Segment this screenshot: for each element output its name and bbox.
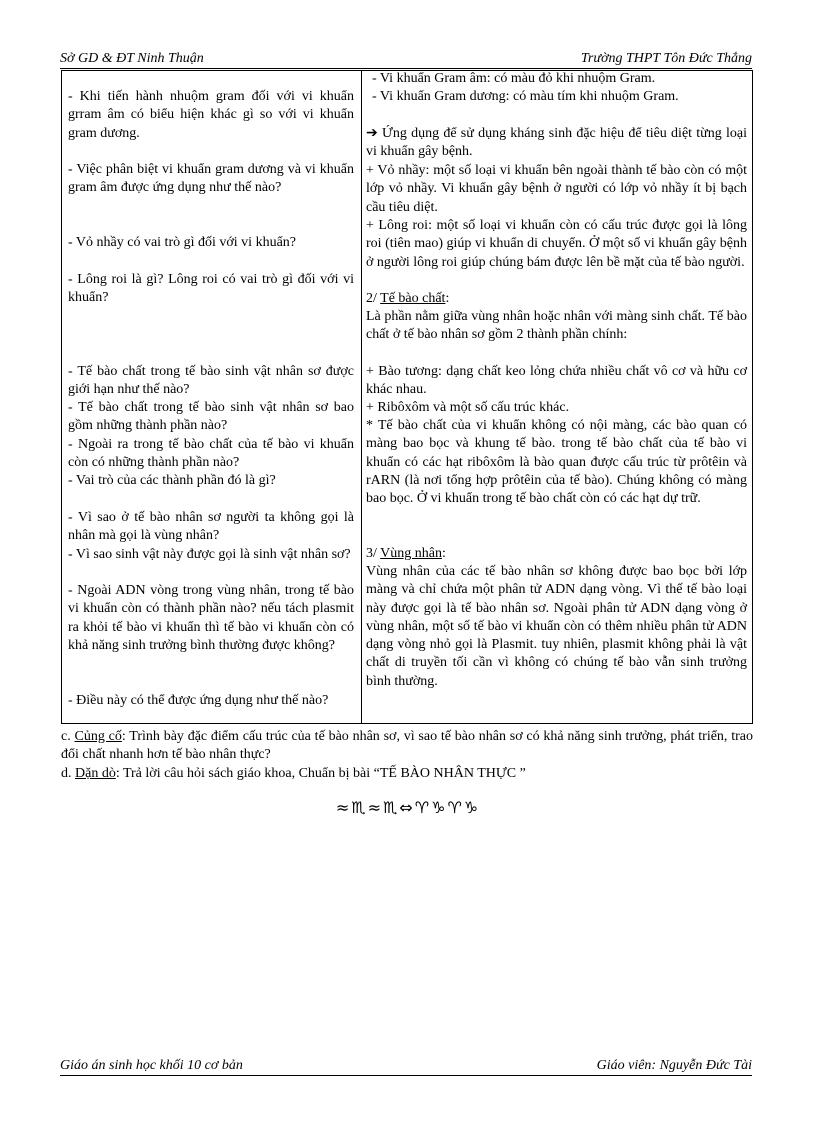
consolidation-text: : Trình bày đặc điểm cấu trúc của tế bào nhân sơ, vì sao tế bào nhân sơ có khả năng sinh trưởng, phát triển, trao đổi chất nhanh hơn tế bào nhân thực? (61, 729, 753, 763)
content-column (362, 71, 752, 723)
header-department: Sở GD & ĐT Ninh Thuận (60, 51, 204, 66)
question-capsule: - Vỏ nhầy có vai trò gì đối với vi khuẩn? (68, 235, 296, 250)
ribosome-text: + Ribôxôm và một số cấu trúc khác. (366, 400, 570, 415)
section-nucleoid-heading (366, 545, 747, 563)
section-title: Vùng nhân (380, 546, 442, 561)
footer-course: Giáo án sinh học khối 10 cơ bản (60, 1058, 243, 1073)
flagella-text: + Lông roi: một số loại vi khuẩn còn có cấu trúc được gọi là lông roi (tiên mao) giúp vi khuẩn di chuyển. Ở một số vi khuẩn gây bệnh ở người lông roi giúp chúng bám được lên bề mặt của tế bào người. (366, 218, 747, 270)
section-cytoplasm-heading (366, 290, 747, 308)
footer-teacher: Giáo viên: Nguyễn Đức Tài (596, 1058, 752, 1073)
homework-label: Dặn dò (75, 766, 116, 781)
homework-prefix: d. (61, 766, 75, 781)
question-other-parts: - Ngoài ra trong tế bào chất của tế bào vi khuẩn còn có những thành phần nào? (68, 437, 354, 471)
question-gram-stain: - Khi tiến hành nhuộm gram đối với vi khuẩn grram âm có biểu hiện khác gì so với vi khuẩn gram dương. (68, 89, 354, 141)
section-colon: : (445, 291, 450, 306)
question-cytoplasm-parts: - Tế bào chất trong tế bào sinh vật nhân sơ bao gồm những thành phần nào? (68, 400, 354, 434)
cytoplasm-definition: Là phần nằm giữa vùng nhân hoặc nhân với màng sinh chất. Tế bào chất ở tế bào nhân sơ gồm 2 thành phần chính: (366, 309, 747, 343)
application-text (366, 125, 747, 162)
page-footer (60, 1058, 752, 1076)
homework-paragraph (61, 765, 753, 783)
question-prokaryote: - Vì sao sinh vật này được gọi là sinh vật nhân sơ? (68, 547, 351, 562)
decorative-ornament: ≈♏≈♏⇔♈♑♈♑ (335, 798, 481, 817)
page-header (60, 51, 752, 69)
gram-negative-text: - Vi khuẩn Gram âm: có màu đỏ khi nhuộm Gram. (372, 71, 656, 86)
cytoplasm-note: * Tế bào chất của vi khuẩn không có nội màng, các bào quan có màng bao bọc và khung tế bào. trong tế bào chất của tế bào vi khuẩn có các hạt ribôxôm là bào quan được cấu trúc từ prôtêin và rARN (là nơi tổng hợp prôtêin của tế bào). Chúng không có màng bao bọc. Ở vi khuẩn trong tế bào chất còn có các hạt dự trữ. (366, 418, 747, 507)
question-cytoplasm-limit: - Tế bào chất trong tế bào sinh vật nhân sơ được giới hạn như thế nào? (68, 364, 354, 398)
consolidation-label: Củng cố (74, 729, 122, 744)
gram-positive-text: - Vi khuẩn Gram dương: có màu tím khi nhuộm Gram. (372, 89, 679, 104)
cytosol-text: + Bào tương: dạng chất keo lỏng chứa nhiều chất vô cơ và hữu cơ khác nhau. (366, 364, 747, 398)
question-application: - Điều này có thể được ứng dụng như thế nào? (68, 693, 329, 708)
consolidation-paragraph (61, 728, 753, 765)
capsule-text: + Vỏ nhầy: một số loại vi khuẩn bên ngoài thành tế bào còn có một lớp vỏ nhầy. Vi khuẩn gây bệnh ở người có lớp vỏ nhầy ít bị bạch cầu tiêu diệt. (366, 163, 747, 215)
lesson-table (61, 70, 753, 724)
question-plasmid: - Ngoài ADN vòng trong vùng nhân, trong tế bào vi khuẩn còn có thành phần nào? nếu tách plasmit ra khỏi tế bào vi khuẩn thì tế bào vi khuẩn còn có khả năng sinh trưởng bình thường được không? (68, 583, 354, 653)
section-title: Tế bào chất (380, 291, 446, 306)
question-gram-application: - Việc phân biệt vi khuẩn gram dương và vi khuẩn gram âm được ứng dụng như thế nào? (68, 162, 354, 196)
question-nucleoid: - Vì sao ở tế bào nhân sơ người ta không gọi là nhân mà gọi là vùng nhân? (68, 510, 354, 544)
application-sentence: Ứng dụng để sử dụng kháng sinh đặc hiệu để tiêu diệt từng loại vi khuẩn gây bệnh. (366, 126, 747, 160)
header-school: Trường THPT Tôn Đức Thắng (580, 51, 752, 66)
questions-column (62, 71, 362, 723)
section-colon: : (441, 546, 446, 561)
homework-text: : Trả lời câu hỏi sách giáo khoa, Chuẩn bị bài “TẾ BÀO NHÂN THỰC ” (115, 766, 526, 781)
question-role: - Vai trò của các thành phần đó là gì? (68, 473, 276, 488)
section-number: 2/ (366, 291, 381, 306)
question-flagella: - Lông roi là gì? Lông roi có vai trò gì đối với vi khuẩn? (68, 272, 354, 306)
nucleoid-text: Vùng nhân của các tế bào nhân sơ không được bao bọc bởi lớp màng và chỉ chứa một phân tử ADN dạng vòng. Vì thế tế bào loại này được gọi là tế bào nhân sơ. Ngoài phân tử ADN dạng vòng ở vùng nhân, một số tế bào vi khuẩn còn có thêm nhiều phân tử ADN dạng vòng nhỏ gọi là Plasmit. tuy nhiên, plasmit không phải là vật chất di truyền tối cần vì không có chúng tế bào vẫn sinh trưởng bình thường. (366, 564, 747, 689)
arrow-icon: ➔ (366, 126, 378, 141)
section-number: 3/ (366, 546, 381, 561)
consolidation-prefix: c. (61, 729, 75, 744)
